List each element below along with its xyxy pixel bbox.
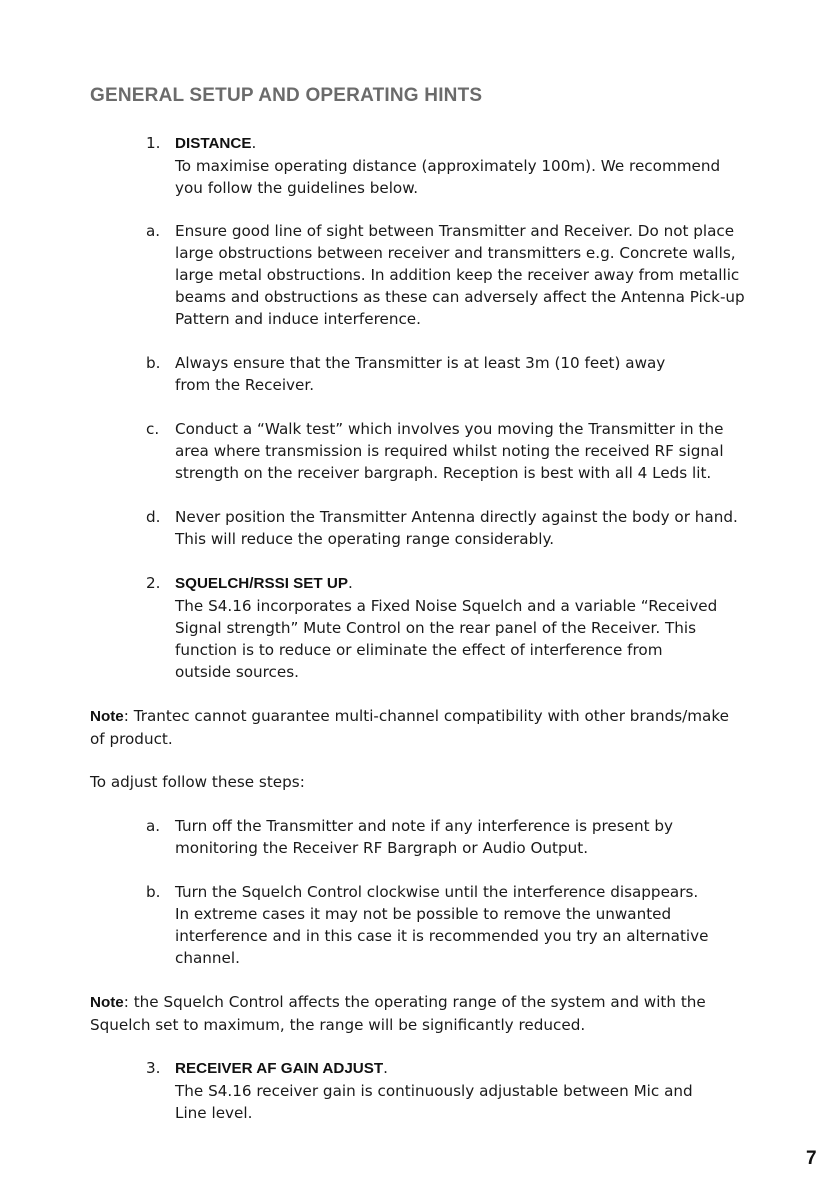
body-line: beams and obstructions as these can adversely affect the Antenna Pick-up: [175, 288, 745, 306]
heading-period: .: [348, 574, 353, 592]
body-line: To adjust follow these steps:: [90, 773, 305, 791]
body-line: area where transmission is required whilst noting the received RF signal: [175, 442, 724, 460]
list-item: [146, 815, 766, 859]
body-line: The S4.16 receiver gain is continuously adjustable between Mic and: [175, 1082, 693, 1100]
section-distance: [146, 132, 766, 199]
body-line: large obstructions between receiver and transmitters e.g. Concrete walls,: [175, 244, 736, 262]
list-item: [146, 881, 766, 969]
list-item: [146, 418, 766, 484]
section-number: 3.: [146, 1059, 161, 1077]
note-squelch-range: [90, 991, 760, 1036]
note-label: Note: [90, 994, 124, 1011]
body-line: Turn the Squelch Control clockwise until the interference disappears.: [175, 883, 699, 901]
body-line: Line level.: [175, 1104, 253, 1122]
body-line: This will reduce the operating range considerably.: [175, 530, 555, 548]
section-heading: SQUELCH/RSSI SET UP: [175, 575, 348, 592]
section-gain: [146, 1057, 766, 1124]
list-marker: d.: [146, 508, 161, 526]
body-line: channel.: [175, 949, 240, 967]
list-marker: a.: [146, 817, 161, 835]
body-line: Always ensure that the Transmitter is at least 3m (10 feet) away: [175, 354, 666, 372]
section-number: 2.: [146, 574, 161, 592]
body-line: you follow the guidelines below.: [175, 179, 419, 197]
body-line: Ensure good line of sight between Transmitter and Receiver. Do not place: [175, 222, 735, 240]
heading-period: .: [251, 134, 257, 152]
list-item: [146, 352, 766, 396]
heading-period: .: [383, 1059, 388, 1077]
body-line: : the Squelch Control affects the operating range of the system and with the: [123, 993, 706, 1011]
body-line: In extreme cases it may not be possible to remove the unwanted: [175, 905, 672, 923]
list-marker: b.: [146, 354, 161, 372]
body-line: function is to reduce or eliminate the effect of interference from: [175, 641, 663, 659]
list-marker: b.: [146, 883, 161, 901]
list-marker: c.: [146, 420, 160, 438]
section-heading: RECEIVER AF GAIN ADJUST: [175, 1060, 384, 1077]
body-line: Pattern and induce interference.: [175, 310, 421, 328]
body-line: Squelch set to maximum, the range will be significantly reduced.: [90, 1016, 586, 1034]
body-line: Signal strength” Mute Control on the rear panel of the Receiver. This: [175, 619, 697, 637]
body-line: monitoring the Receiver RF Bargraph or Audio Output.: [175, 839, 589, 857]
section-heading: DISTANCE: [175, 135, 252, 152]
page-number: 7: [806, 1148, 817, 1169]
body-line: large metal obstructions. In addition keep the receiver away from metallic: [175, 266, 740, 284]
body-line: interference and in this case it is recommended you try an alternative: [175, 927, 709, 945]
body-line: outside sources.: [175, 663, 299, 681]
list-item: [146, 220, 766, 330]
adjust-intro: [90, 771, 760, 793]
body-line: Turn off the Transmitter and note if any interference is present by: [175, 817, 674, 835]
section-number: 1.: [146, 134, 161, 152]
body-line: Conduct a “Walk test” which involves you moving the Transmitter in the: [175, 420, 724, 438]
note-label: Note: [90, 708, 124, 725]
body-line: To maximise operating distance (approximately 100m). We recommend: [175, 157, 721, 175]
list-item: [146, 506, 766, 550]
body-line: strength on the receiver bargraph. Reception is best with all 4 Leds lit.: [175, 464, 712, 482]
body-line: from the Receiver.: [175, 376, 315, 394]
body-line: : Trantec cannot guarantee multi-channel compatibility with other brands/make: [123, 707, 729, 725]
body-line: Never position the Transmitter Antenna directly against the body or hand.: [175, 508, 738, 526]
body-line: of product.: [90, 730, 173, 748]
body-line: The S4.16 incorporates a Fixed Noise Squelch and a variable “Received: [175, 597, 718, 615]
list-marker: a.: [146, 222, 161, 240]
note-compatibility: [90, 705, 760, 750]
page-title: GENERAL SETUP AND OPERATING HINTS: [90, 85, 483, 106]
section-squelch: [146, 572, 766, 683]
